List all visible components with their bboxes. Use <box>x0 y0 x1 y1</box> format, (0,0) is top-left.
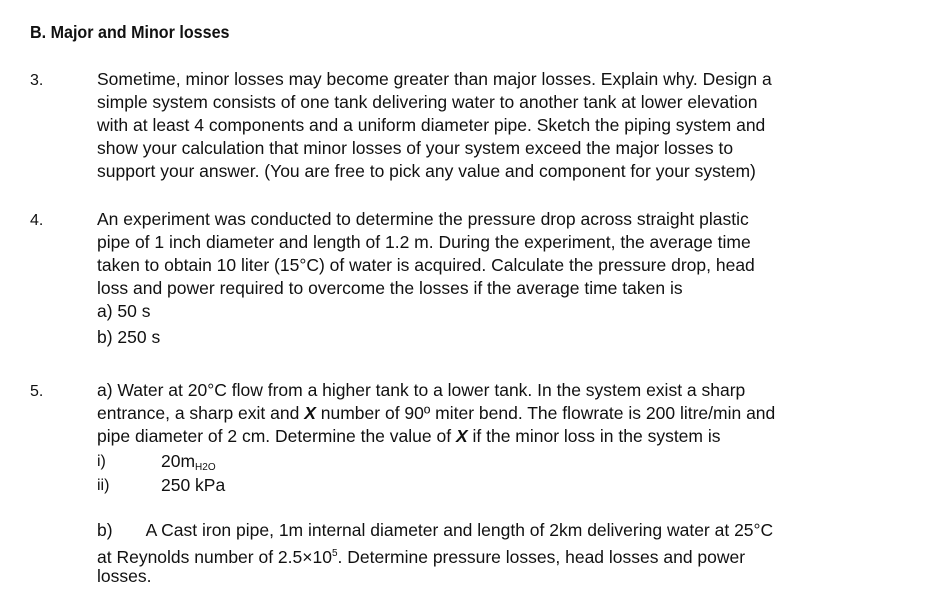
q4-line: An experiment was conducted to determine the pressure drop across straight plastic <box>97 209 749 229</box>
q5a-i-label: i) <box>97 453 106 470</box>
q3-line: Sometime, minor losses may become greater than major losses. Explain why. Design a <box>97 69 772 89</box>
q5b-text-part: . Determine pressure losses, head losses and power <box>337 547 746 567</box>
question-5-number: 5. <box>30 383 44 400</box>
variable-x: X <box>304 403 316 423</box>
q3-line: support your answer. (You are free to pick any value and component for your system) <box>97 161 756 181</box>
q5b-line: losses. <box>97 566 152 586</box>
q5a-i-subscript: H2O <box>195 462 216 473</box>
q5a-text-part: number of 90º miter bend. The flowrate is 200 litre/min and <box>315 403 776 423</box>
variable-x: X <box>455 426 468 446</box>
q5a-line: a) Water at 20°C flow from a higher tank to a lower tank. In the system exist a sharp <box>97 380 746 400</box>
q5a-line <box>97 402 907 425</box>
q3-line: show your calculation that minor losses of your system exceed the major losses to <box>97 138 734 158</box>
q3-line: with at least 4 components and a uniform diameter pipe. Sketch the piping system and <box>97 115 766 135</box>
q5b-exponent: 5 <box>331 548 338 559</box>
q5a-text-part: pipe diameter of 2 cm. Determine the value of <box>97 426 456 446</box>
question-4-number: 4. <box>30 212 44 229</box>
q5a-i-value <box>161 451 216 473</box>
q4-option-b: b) 250 s <box>97 327 161 347</box>
q5a-ii-value: 250 kPa <box>161 475 226 495</box>
q5a-text-part: if the minor loss in the system is <box>467 426 721 446</box>
q5b-line <box>97 542 907 565</box>
question-4-text <box>97 208 907 349</box>
question-3-text <box>97 68 907 183</box>
question-3-number: 3. <box>30 72 44 89</box>
q4-line: pipe of 1 inch diameter and length of 1.2 m. During the experiment, the average time <box>97 232 751 252</box>
q3-line: simple system consists of one tank delivering water to another tank at lower elevation <box>97 92 758 112</box>
q5b-text-part: at Reynolds number of 2.5×10 <box>97 547 332 567</box>
q5b-text-part: A Cast iron pipe, 1m internal diameter and length of 2km delivering water at 25°C <box>145 520 774 540</box>
q4-line: loss and power required to overcome the losses if the average time taken is <box>97 278 683 298</box>
q5b-line <box>97 519 907 542</box>
q4-line: taken to obtain 10 liter (15°C) of water is acquired. Calculate the pressure drop, head <box>97 255 755 275</box>
q5a-i-number: 20m <box>161 451 196 471</box>
q5a-line <box>97 425 907 448</box>
q5a-ii-label: ii) <box>97 477 110 494</box>
q4-option-a: a) 50 s <box>97 301 151 321</box>
question-5a-text <box>97 379 907 448</box>
q5a-text-part: entrance, a sharp exit and <box>97 403 305 423</box>
section-heading: B. Major and Minor losses <box>30 22 230 42</box>
question-5b-text <box>97 519 907 588</box>
q5b-label: b) <box>97 520 113 540</box>
